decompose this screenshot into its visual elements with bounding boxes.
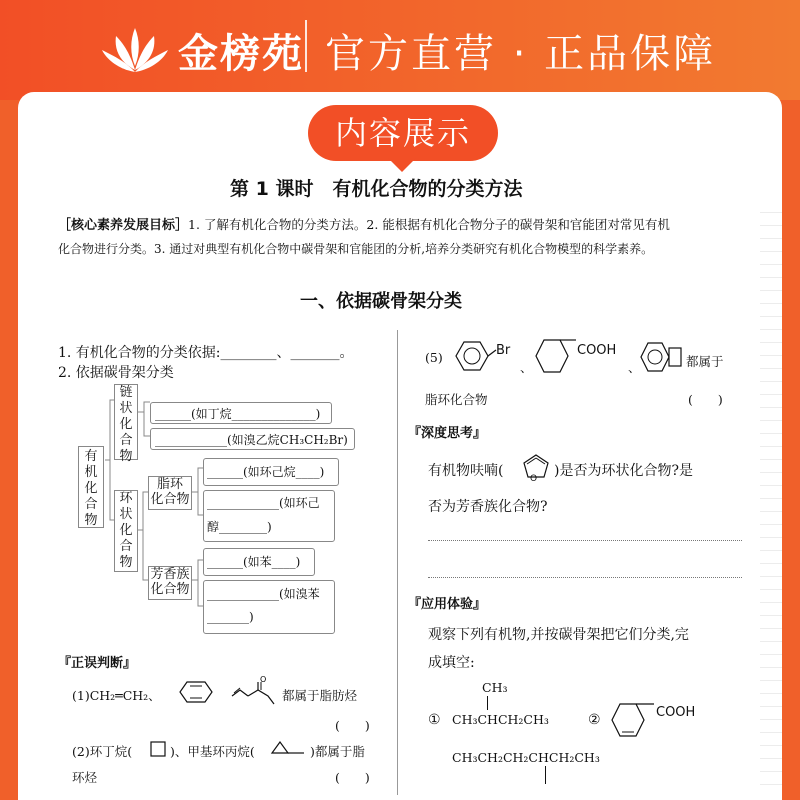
cyclohexadiene-icon: [178, 680, 214, 704]
q5-answer: ( ): [688, 392, 723, 407]
tree-alicyclic: 脂环 化合物: [148, 476, 192, 510]
core-goals-tag: ［核心素养发展目标］: [58, 218, 189, 233]
answer-line-1: [428, 540, 742, 541]
tree-aromatic: 芳香族 化合物: [148, 566, 192, 600]
q5-sep-2: 、: [628, 360, 641, 375]
tree-root: 有 机 化 合 物: [78, 446, 104, 528]
judge-1-text: (1)CH₂═CH₂、: [72, 688, 161, 703]
branch-alicyclic-2-text-b: 醇________): [207, 520, 272, 534]
f1-number: ①: [428, 712, 441, 728]
deep-line1-a: 有机物呋喃(: [428, 463, 504, 479]
f1-ch3: CH₃: [482, 680, 508, 695]
judge-1-tail: 都属于脂肪烃: [282, 688, 358, 703]
f1-bond: [487, 696, 488, 710]
cyclohexanecarboxylic-acid-icon: [532, 336, 580, 380]
cyclobutane-icon: [150, 740, 166, 758]
judge-2-text-d: 环烃: [72, 770, 98, 785]
q5-number: (5): [425, 350, 443, 365]
branch-aromatic-1-text: ______(如苯____): [207, 555, 301, 569]
lesson-title: 第 1 课时 有机化合物的分类方法: [230, 178, 523, 200]
q5-line2: 脂环化合物: [425, 392, 488, 407]
branch-aromatic-2-text-b: _______): [207, 610, 254, 624]
apply-tag: 『应用体验』: [408, 597, 487, 612]
tree-chain: 链 状 化 合 物: [114, 384, 138, 460]
benzocyclobutene-icon: [638, 340, 684, 376]
judge-1-answer: ( ): [335, 718, 370, 733]
judge-2-answer: ( ): [335, 770, 370, 785]
q5-br-label: Br: [496, 343, 511, 358]
svg-text:O: O: [260, 675, 267, 684]
deep-line2: 否为芳香族化合物?: [428, 499, 548, 515]
section-title: 一、依据碳骨架分类: [300, 291, 462, 312]
core-goals-text1: 1. 了解有机化合物的分类方法。2. 能根据有机化合物分子的碳骨架和官能团对常见有机: [188, 217, 670, 232]
enone-skeleton-icon: [230, 676, 278, 708]
question-1: 1. 有机化合物的分类依据:________、_______。: [58, 345, 354, 361]
judge-2-text-a: (2)环丁烷(: [72, 744, 133, 759]
section-pill-pointer: [388, 158, 416, 172]
brand-name: 金榜苑: [178, 31, 304, 77]
f2-number: ②: [588, 712, 601, 728]
core-goals-line2: 化合物进行分类。3. 通过对典型有机化合物中碳骨架和官能团的分析,培养分类研究有机化合物模型的科学素养。: [58, 242, 654, 256]
q5-sep-1: 、: [520, 360, 533, 375]
formula-1: CH₃CHCH₂CH₃: [452, 712, 549, 727]
judge-2-text-b: )、甲基环丙烷(: [170, 744, 255, 759]
q5-tail: 都属于: [686, 354, 724, 369]
judge-2-text-c: )都属于脂: [310, 744, 365, 759]
deep-line1-b: )是否为环状化合物?是: [554, 463, 693, 479]
deep-thinking-tag: 『深度思考』: [408, 426, 487, 441]
furan-o-label: O: [530, 474, 538, 484]
branch-chain-1-text: ______(如丁烷______________): [155, 407, 321, 421]
formula-3: CH₃CH₂CH₂CHCH₂CH₃: [452, 750, 600, 765]
branch-aromatic-2-text-a: ____________(如溴苯: [207, 587, 320, 601]
judge-tag: 『正误判断』: [58, 656, 137, 671]
question-2: 2. 依据碳骨架分类: [58, 365, 174, 381]
tree-ring: 环 状 化 合 物: [114, 490, 138, 572]
cyclohexene-carboxylic-acid-icon: [608, 698, 656, 744]
answer-line-2: [428, 577, 742, 578]
methylcyclopropane-icon: [268, 740, 308, 756]
branch-chain-2-text: ____________(如溴乙烷CH₃CH₂Br): [155, 433, 348, 447]
f2-cooh: COOH: [656, 705, 696, 720]
section-pill: 内容展示: [308, 105, 498, 161]
q5-cooh-label: COOH: [577, 343, 617, 358]
branch-alicyclic-2-text-a: ____________(如环己: [207, 496, 320, 510]
apply-line1: 观察下列有机物,并按碳骨架把它们分类,完: [428, 627, 689, 643]
branch-alicyclic-1-text: ______(如环己烷____): [207, 465, 325, 479]
f3-bond: [545, 766, 546, 784]
apply-line2: 成填空:: [428, 655, 475, 671]
brand-slogan: 官方直营 · 正品保障: [325, 31, 717, 77]
